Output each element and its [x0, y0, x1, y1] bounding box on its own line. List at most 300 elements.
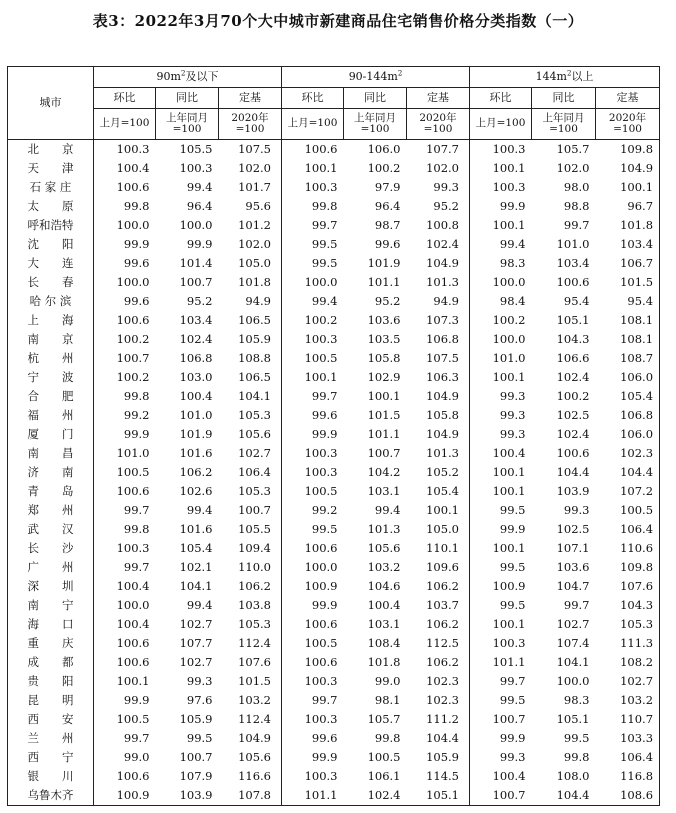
index-value: 104.1: [219, 387, 282, 406]
index-value: 100.6: [304, 617, 338, 632]
city-name: 哈 尔 滨: [8, 292, 94, 311]
base-header: 上月=100: [282, 109, 344, 140]
index-value: 103.1: [367, 484, 401, 499]
table-row: [8, 140, 660, 160]
index-value: 100.4: [492, 446, 526, 461]
index-value: 107.1: [556, 541, 590, 556]
city-name: 郑 州: [8, 501, 94, 520]
index-value: 100.5: [304, 636, 338, 651]
index-value: 103.2: [219, 691, 282, 710]
index-value: 100.5: [620, 503, 654, 518]
index-value: 100.3: [304, 769, 338, 784]
index-value: 106.2: [407, 653, 470, 672]
index-value: 112.4: [219, 710, 282, 729]
index-value: 102.5: [556, 522, 590, 537]
index-value: 105.9: [179, 712, 213, 727]
index-value: 101.8: [620, 218, 654, 233]
index-value: 104.7: [556, 579, 590, 594]
index-value: 100.2: [116, 370, 150, 385]
city-name: 银 川: [8, 767, 94, 786]
index-value: 100.0: [492, 332, 526, 347]
index-value: 100.0: [116, 598, 150, 613]
index-value: 98.8: [563, 199, 590, 214]
index-value: 101.4: [179, 256, 213, 271]
table-body: [8, 140, 660, 806]
city-name: 青 岛: [8, 482, 94, 501]
index-value: 99.4: [186, 598, 213, 613]
index-value: 103.9: [556, 484, 590, 499]
table-row: [8, 672, 660, 691]
index-value: 99.9: [499, 199, 526, 214]
index-value: 104.4: [556, 465, 590, 480]
index-value: 96.4: [374, 199, 401, 214]
table-row: [8, 292, 660, 311]
index-value: 101.1: [282, 786, 344, 806]
index-value: 100.1: [492, 484, 526, 499]
index-value: 99.8: [374, 731, 401, 746]
index-value: 100.4: [367, 598, 401, 613]
index-value: 107.2: [620, 484, 654, 499]
index-value: 94.9: [407, 292, 470, 311]
city-name: 南 宁: [8, 596, 94, 615]
index-value: 99.5: [499, 598, 526, 613]
index-value: 104.3: [620, 598, 654, 613]
index-value: 101.0: [116, 446, 150, 461]
subcol-header: 环比: [94, 88, 156, 109]
index-value: 106.5: [219, 368, 282, 387]
index-value: 102.3: [620, 446, 654, 461]
city-name: 太 原: [8, 197, 94, 216]
group-header: $90-144m^2$: [282, 67, 470, 88]
index-value: 100.1: [304, 161, 338, 176]
index-value: 109.6: [407, 558, 470, 577]
table-row: [8, 406, 660, 425]
index-value: 105.1: [556, 712, 590, 727]
index-value: 99.6: [123, 256, 150, 271]
index-value: 101.3: [367, 522, 401, 537]
index-value: 107.8: [219, 786, 282, 806]
index-value: 95.2: [186, 294, 213, 309]
index-value: 101.1: [367, 427, 401, 442]
city-name: 广 州: [8, 558, 94, 577]
index-value: 100.7: [179, 750, 213, 765]
index-value: 105.2: [407, 463, 470, 482]
index-value: 98.1: [374, 693, 401, 708]
index-value: 105.0: [407, 520, 470, 539]
index-value: 99.7: [311, 218, 338, 233]
index-value: 100.3: [116, 142, 150, 157]
index-value: 99.8: [563, 750, 590, 765]
index-value: 104.9: [407, 254, 470, 273]
city-name: 深 圳: [8, 577, 94, 596]
index-value: 99.7: [563, 598, 590, 613]
index-value: 100.7: [116, 351, 150, 366]
index-value: 112.5: [407, 634, 470, 653]
index-value: 101.9: [179, 427, 213, 442]
table-row: [8, 254, 660, 273]
index-value: 99.3: [499, 408, 526, 423]
index-value: 106.2: [407, 577, 470, 596]
index-value: 102.7: [219, 444, 282, 463]
city-name: 西 宁: [8, 748, 94, 767]
index-value: 100.7: [492, 712, 526, 727]
index-value: 102.4: [556, 370, 590, 385]
index-value: 99.7: [563, 218, 590, 233]
index-value: 100.5: [367, 750, 401, 765]
index-value: 100.2: [492, 313, 526, 328]
index-value: 107.5: [219, 140, 282, 160]
index-value: 99.6: [123, 294, 150, 309]
index-value: 108.1: [620, 313, 654, 328]
index-value: 99.3: [499, 750, 526, 765]
subcol-header: 环比: [282, 88, 344, 109]
index-value: 100.0: [116, 275, 150, 290]
index-value: 100.1: [492, 218, 526, 233]
index-value: 100.6: [304, 541, 338, 556]
table-row: [8, 330, 660, 349]
table-row: [8, 159, 660, 178]
index-value: 99.8: [311, 199, 338, 214]
index-value: 99.2: [123, 408, 150, 423]
index-value: 99.5: [311, 237, 338, 252]
index-value: 105.3: [219, 406, 282, 425]
index-value: 100.5: [116, 712, 150, 727]
index-value: 99.4: [311, 294, 338, 309]
table-row: [8, 368, 660, 387]
index-value: 99.5: [563, 731, 590, 746]
table-title: 表3：2022年3月70个大中城市新建商品住宅销售价格分类指数（一）: [92, 12, 584, 30]
index-value: 101.5: [620, 275, 654, 290]
index-value: 99.9: [499, 522, 526, 537]
index-value: 101.0: [179, 408, 213, 423]
index-value: 103.9: [156, 786, 219, 806]
index-value: 99.7: [311, 389, 338, 404]
index-value: 101.8: [219, 273, 282, 292]
index-value: 105.4: [407, 482, 470, 501]
table-row: [8, 425, 660, 444]
city-name: 武 汉: [8, 520, 94, 539]
index-value: 107.7: [179, 636, 213, 651]
table-row: [8, 577, 660, 596]
index-value: 100.3: [304, 446, 338, 461]
index-value: 100.6: [556, 446, 590, 461]
city-name: 重 庆: [8, 634, 94, 653]
index-value: 106.8: [179, 351, 213, 366]
index-value: 110.0: [219, 558, 282, 577]
index-value: 106.2: [219, 577, 282, 596]
index-value: 104.9: [407, 387, 470, 406]
base-header: 上月=100: [470, 109, 532, 140]
index-value: 104.3: [556, 332, 590, 347]
index-value: 100.1: [492, 370, 526, 385]
table-row: [8, 444, 660, 463]
index-value: 105.6: [219, 425, 282, 444]
index-value: 102.3: [407, 672, 470, 691]
index-value: 101.1: [367, 275, 401, 290]
index-value: 100.4: [116, 579, 150, 594]
index-value: 102.1: [179, 560, 213, 575]
index-value: 100.1: [116, 674, 150, 689]
index-value: 100.0: [116, 218, 150, 233]
table-row: [8, 387, 660, 406]
index-value: 98.3: [563, 693, 590, 708]
index-value: 108.7: [620, 351, 654, 366]
table-row: [8, 311, 660, 330]
table-row: [8, 197, 660, 216]
index-value: 99.5: [499, 560, 526, 575]
index-value: 108.2: [620, 655, 654, 670]
index-value: 99.8: [123, 389, 150, 404]
index-value: 105.4: [179, 541, 213, 556]
table-row: [8, 748, 660, 767]
table-row: [8, 786, 660, 806]
city-name: 西 安: [8, 710, 94, 729]
index-value: 106.6: [556, 351, 590, 366]
index-value: 100.6: [556, 275, 590, 290]
index-value: 104.4: [620, 465, 654, 480]
index-value: 107.6: [620, 579, 654, 594]
index-value: 105.9: [219, 330, 282, 349]
city-name: 沈 阳: [8, 235, 94, 254]
index-value: 108.0: [556, 769, 590, 784]
table-row: [8, 558, 660, 577]
index-value: 103.2: [620, 693, 654, 708]
index-value: 105.8: [367, 351, 401, 366]
index-value: 104.4: [407, 729, 470, 748]
index-value: 99.7: [123, 560, 150, 575]
index-value: 104.9: [219, 729, 282, 748]
index-value: 101.1: [492, 655, 526, 670]
city-name: 合 肥: [8, 387, 94, 406]
index-value: 99.0: [374, 674, 401, 689]
group-header: $90m^2$及以下: [94, 67, 282, 88]
index-value: 106.0: [367, 142, 401, 157]
price-index-table: [7, 66, 660, 806]
index-value: 102.7: [179, 655, 213, 670]
index-value: 101.5: [367, 408, 401, 423]
index-value: 100.6: [116, 636, 150, 651]
index-value: 107.6: [219, 653, 282, 672]
table-row: [8, 653, 660, 672]
index-value: 102.0: [407, 159, 470, 178]
city-name: 北 京: [8, 140, 94, 160]
index-value: 102.4: [556, 427, 590, 442]
index-value: 101.2: [219, 216, 282, 235]
index-value: 109.4: [219, 539, 282, 558]
subcol-header: 同比: [532, 88, 596, 109]
city-name: 南 京: [8, 330, 94, 349]
index-value: 103.1: [367, 617, 401, 632]
index-value: 95.6: [219, 197, 282, 216]
index-value: 102.7: [179, 617, 213, 632]
index-value: 101.6: [179, 446, 213, 461]
index-value: 107.9: [179, 769, 213, 784]
base-header: 上月=100: [94, 109, 156, 140]
subcol-header: 同比: [156, 88, 219, 109]
index-value: 116.6: [219, 767, 282, 786]
subcol-header: 定基: [407, 88, 470, 109]
index-value: 99.0: [123, 750, 150, 765]
index-value: 116.8: [620, 769, 654, 784]
index-value: 102.9: [367, 370, 401, 385]
index-value: 99.4: [374, 503, 401, 518]
index-value: 100.0: [304, 560, 338, 575]
table-row: [8, 615, 660, 634]
index-value: 99.9: [311, 427, 338, 442]
table-row: [8, 235, 660, 254]
index-value: 100.8: [407, 216, 470, 235]
index-value: 106.4: [620, 522, 654, 537]
index-value: 104.1: [179, 579, 213, 594]
table-row: [8, 729, 660, 748]
index-value: 99.3: [499, 427, 526, 442]
city-name: 济 南: [8, 463, 94, 482]
index-value: 100.6: [116, 180, 150, 195]
index-value: 99.5: [499, 503, 526, 518]
index-value: 100.2: [556, 389, 590, 404]
index-value: 102.5: [556, 408, 590, 423]
index-value: 107.7: [407, 140, 470, 160]
index-value: 99.8: [123, 199, 150, 214]
index-value: 114.5: [407, 767, 470, 786]
base-header: 上年同月=100: [532, 109, 596, 140]
index-value: 106.1: [367, 769, 401, 784]
index-value: 98.3: [499, 256, 526, 271]
index-value: 99.6: [311, 731, 338, 746]
index-value: 100.6: [304, 655, 338, 670]
index-value: 102.0: [219, 159, 282, 178]
index-value: 104.4: [532, 786, 596, 806]
index-value: 103.8: [219, 596, 282, 615]
index-value: 101.3: [407, 444, 470, 463]
index-value: 100.1: [304, 370, 338, 385]
table-row: [8, 539, 660, 558]
index-value: 106.8: [407, 330, 470, 349]
base-header: 2020年=100: [219, 109, 282, 140]
table-row: [8, 178, 660, 197]
index-value: 101.8: [367, 655, 401, 670]
index-value: 100.1: [620, 180, 654, 195]
index-value: 104.9: [620, 161, 654, 176]
index-value: 105.6: [367, 541, 401, 556]
subcol-header: 定基: [596, 88, 660, 109]
index-value: 100.9: [94, 786, 156, 806]
index-value: 109.8: [620, 142, 654, 157]
index-value: 100.3: [492, 180, 526, 195]
city-name: 长 春: [8, 273, 94, 292]
city-name: 南 昌: [8, 444, 94, 463]
index-value: 106.3: [407, 368, 470, 387]
base-header: 2020年=100: [596, 109, 660, 140]
index-value: 102.4: [344, 786, 407, 806]
index-value: 103.4: [556, 256, 590, 271]
group-header: $144m^2$以上: [470, 67, 660, 88]
index-value: 106.7: [620, 256, 654, 271]
index-value: 100.0: [179, 218, 213, 233]
index-value: 100.3: [116, 541, 150, 556]
index-value: 100.3: [304, 332, 338, 347]
index-value: 103.3: [620, 731, 654, 746]
city-name: 长 沙: [8, 539, 94, 558]
index-value: 104.2: [367, 465, 401, 480]
index-value: 105.9: [407, 748, 470, 767]
index-value: 106.4: [219, 463, 282, 482]
index-value: 99.9: [123, 693, 150, 708]
index-value: 107.3: [407, 311, 470, 330]
index-value: 100.6: [304, 142, 338, 157]
index-value: 100.7: [367, 446, 401, 461]
index-value: 99.3: [499, 389, 526, 404]
index-value: 105.1: [407, 786, 470, 806]
index-value: 100.3: [179, 161, 213, 176]
index-value: 95.4: [563, 294, 590, 309]
index-value: 100.4: [179, 389, 213, 404]
index-value: 106.4: [620, 750, 654, 765]
city-name: 兰 州: [8, 729, 94, 748]
index-value: 99.5: [311, 522, 338, 537]
index-value: 104.9: [407, 425, 470, 444]
city-name: 呼和浩特: [8, 216, 94, 235]
index-value: 100.1: [492, 541, 526, 556]
index-value: 99.9: [123, 237, 150, 252]
table-row: [8, 463, 660, 482]
index-value: 108.4: [367, 636, 401, 651]
index-value: 102.6: [179, 484, 213, 499]
index-value: 98.7: [374, 218, 401, 233]
index-value: 99.7: [123, 503, 150, 518]
index-value: 99.3: [407, 178, 470, 197]
city-name: 厦 门: [8, 425, 94, 444]
index-value: 100.1: [492, 617, 526, 632]
index-value: 99.8: [123, 522, 150, 537]
subcol-header: 环比: [470, 88, 532, 109]
index-value: 99.9: [499, 731, 526, 746]
index-value: 109.8: [620, 560, 654, 575]
index-value: 100.6: [116, 313, 150, 328]
index-value: 103.7: [407, 596, 470, 615]
index-value: 102.3: [407, 691, 470, 710]
index-value: 108.8: [219, 349, 282, 368]
subcol-header: 定基: [219, 88, 282, 109]
index-value: 103.0: [179, 370, 213, 385]
index-value: 100.3: [304, 712, 338, 727]
index-value: 99.9: [311, 750, 338, 765]
index-value: 100.3: [304, 674, 338, 689]
index-value: 100.4: [492, 769, 526, 784]
index-value: 105.3: [219, 615, 282, 634]
index-value: 100.5: [304, 351, 338, 366]
index-value: 99.7: [311, 693, 338, 708]
index-value: 103.4: [620, 237, 654, 252]
index-value: 99.7: [499, 674, 526, 689]
base-header: 上年同月=100: [344, 109, 407, 140]
index-value: 96.4: [186, 199, 213, 214]
index-value: 99.4: [186, 503, 213, 518]
index-value: 110.1: [407, 539, 470, 558]
index-value: 100.2: [116, 332, 150, 347]
index-value: 106.2: [407, 615, 470, 634]
index-value: 100.6: [116, 769, 150, 784]
index-value: 106.8: [620, 408, 654, 423]
index-value: 101.9: [367, 256, 401, 271]
index-value: 99.9: [123, 427, 150, 442]
index-value: 102.4: [407, 235, 470, 254]
city-name: 天 津: [8, 159, 94, 178]
index-value: 105.3: [620, 617, 654, 632]
index-value: 100.3: [304, 465, 338, 480]
index-value: 103.5: [367, 332, 401, 347]
index-value: 100.9: [492, 579, 526, 594]
